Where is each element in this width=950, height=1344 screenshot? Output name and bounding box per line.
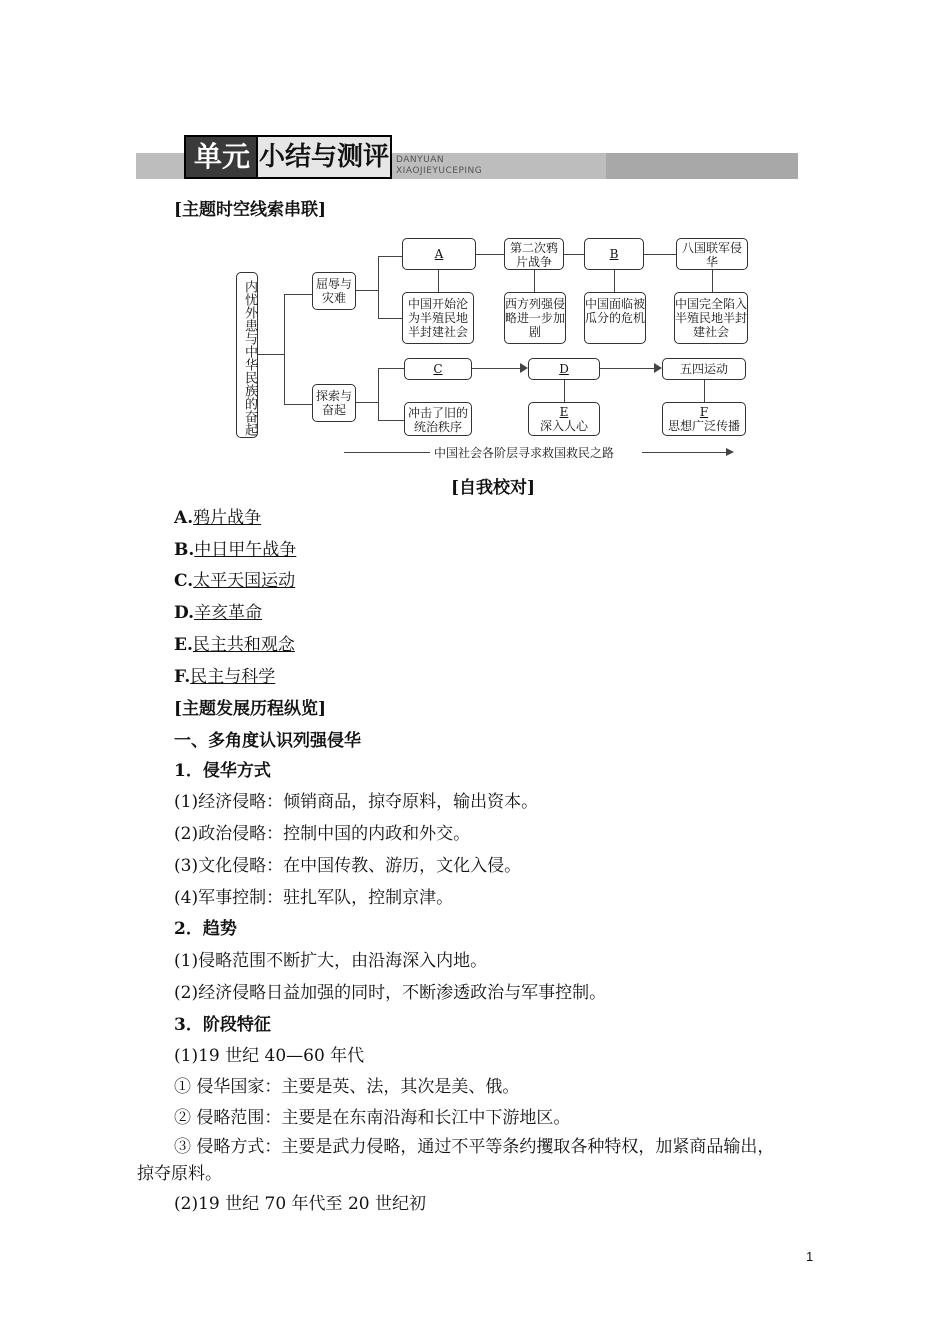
box-aggression-intensified: 西方列强侵略进一步加剧 xyxy=(504,292,566,344)
section-title-timeline: [主题时空线索串联] xyxy=(174,200,327,220)
item-stage-1-method: ③ 侵略方式：主要是武力侵略，通过不平等条约攫取各种特权，加紧商品输出， xyxy=(174,1137,775,1157)
answer-e xyxy=(174,634,295,656)
connector xyxy=(356,402,378,403)
connector xyxy=(378,368,379,420)
connector xyxy=(258,354,284,355)
branch-humiliation: 屈辱与灾难 xyxy=(312,272,356,310)
item-economic: (1)经济侵略：倾销商品，掠夺原料，输出资本。 xyxy=(174,792,539,812)
box-e xyxy=(528,402,600,436)
subheading-stages: 3．阶段特征 xyxy=(174,1015,271,1035)
connector xyxy=(378,256,379,318)
box-eight-nation: 八国联军侵华 xyxy=(676,238,748,270)
long-arrow-right xyxy=(642,452,730,453)
item-cultural: (3)文化侵略：在中国传教、游历，文化入侵。 xyxy=(174,856,522,876)
item-stage-1-countries: ① 侵华国家：主要是英、法，其次是美、俄。 xyxy=(174,1077,520,1097)
connector xyxy=(356,290,378,291)
box-f xyxy=(662,402,746,436)
box-e-text: 深入人心 xyxy=(539,419,588,433)
item-stage-1-scope: ② 侵略范围：主要是在东南沿海和长江中下游地区。 xyxy=(174,1108,571,1128)
banner-title-part2: 小结与测评 xyxy=(256,135,392,179)
long-arrow-left xyxy=(344,452,430,453)
arrow-head xyxy=(654,363,662,373)
box-d: D xyxy=(528,358,600,380)
section-title-self-check: [自我校对] xyxy=(451,478,536,498)
connector xyxy=(378,420,404,421)
connector xyxy=(378,318,402,319)
concept-diagram xyxy=(228,230,748,470)
connector xyxy=(534,270,535,292)
connector xyxy=(564,380,565,402)
heading-aggression: 一、多角度认识列强侵华 xyxy=(174,731,361,751)
connector xyxy=(712,270,713,292)
subheading-methods: 1．侵华方式 xyxy=(174,761,271,781)
item-military: (4)军事控制：驻扎军队，控制京津。 xyxy=(174,888,454,908)
answer-letter: A. xyxy=(174,508,194,528)
item-stage-2: (2)19 世纪 70 年代至 20 世纪初 xyxy=(174,1194,426,1214)
connector xyxy=(284,404,312,405)
answer-letter: C. xyxy=(174,571,194,591)
arrow-caption: 中国社会各阶层寻求救国救民之路 xyxy=(434,446,615,460)
box-a: A xyxy=(402,238,476,270)
box-partition-crisis: 中国面临被瓜分的危机 xyxy=(584,292,646,344)
item-trend-1: (1)侵略范围不断扩大，由沿海深入内地。 xyxy=(174,951,488,971)
item-stage-1: (1)19 世纪 40—60 年代 xyxy=(174,1046,365,1066)
arrow-c-d xyxy=(472,368,524,369)
arrow-d-may4 xyxy=(600,368,658,369)
unit-banner xyxy=(136,133,798,181)
answer-letter: E. xyxy=(174,635,193,655)
answer-b xyxy=(174,539,296,561)
banner-title-part1: 单元 xyxy=(184,135,260,179)
box-may-fourth: 五四运动 xyxy=(662,358,746,380)
banner-pinyin-2: XIAOJIEYUCEPING xyxy=(396,166,483,176)
connector xyxy=(476,254,504,255)
box-f-letter: F xyxy=(699,405,709,419)
box-second-opium-war: 第二次鸦片战争 xyxy=(504,238,564,270)
item-stage-1-method-cont: 掠夺原料。 xyxy=(137,1164,222,1184)
connector xyxy=(438,270,439,292)
box-b: B xyxy=(584,238,644,270)
item-trend-2: (2)经济侵略日益加强的同时，不断渗透政治与军事控制。 xyxy=(174,983,607,1003)
box-e-letter: E xyxy=(559,405,569,419)
answer-c xyxy=(174,570,295,592)
banner-pinyin-1: DANYUAN xyxy=(396,155,445,165)
connector xyxy=(378,368,404,369)
answer-text: 太平天国运动 xyxy=(193,571,296,591)
box-c: C xyxy=(404,358,472,380)
subheading-trend: 2．趋势 xyxy=(174,919,237,939)
answer-a xyxy=(174,507,261,529)
page-number: 1 xyxy=(806,1249,814,1264)
answer-letter: B. xyxy=(174,540,195,560)
answer-text: 鸦片战争 xyxy=(193,508,262,528)
answer-text: 辛亥革命 xyxy=(194,603,263,623)
connector xyxy=(284,294,312,295)
connector xyxy=(284,294,285,404)
answer-letter: D. xyxy=(174,603,195,623)
connector xyxy=(704,380,705,402)
branch-exploration: 探索与奋起 xyxy=(312,384,356,422)
connector xyxy=(564,254,584,255)
item-political: (2)政治侵略：控制中国的内政和外交。 xyxy=(174,824,471,844)
box-f-text: 思想广泛传播 xyxy=(667,419,740,433)
arrow-head xyxy=(726,448,734,456)
connector xyxy=(378,256,402,257)
answer-text: 民主共和观念 xyxy=(192,635,295,655)
answer-d xyxy=(174,602,262,624)
connector xyxy=(644,254,676,255)
banner-stripe-dark xyxy=(606,153,798,179)
connector xyxy=(614,270,615,292)
box-fully-semi-colonial: 中国完全陷入半殖民地半封建社会 xyxy=(674,292,748,344)
answer-letter: F. xyxy=(174,667,191,687)
diagram-vertical-title: 内忧外患与中华民族的奋起 xyxy=(236,272,258,438)
answer-text: 民主与科学 xyxy=(190,667,276,687)
arrow-head xyxy=(520,363,528,373)
box-impact-old-order: 冲击了旧的统治秩序 xyxy=(404,402,472,436)
section-title-overview: [主题发展历程纵览] xyxy=(174,699,327,719)
answer-text: 中日甲午战争 xyxy=(194,540,297,560)
box-semi-colonial-start: 中国开始沦为半殖民地半封建社会 xyxy=(402,292,474,344)
answer-f xyxy=(174,666,275,688)
